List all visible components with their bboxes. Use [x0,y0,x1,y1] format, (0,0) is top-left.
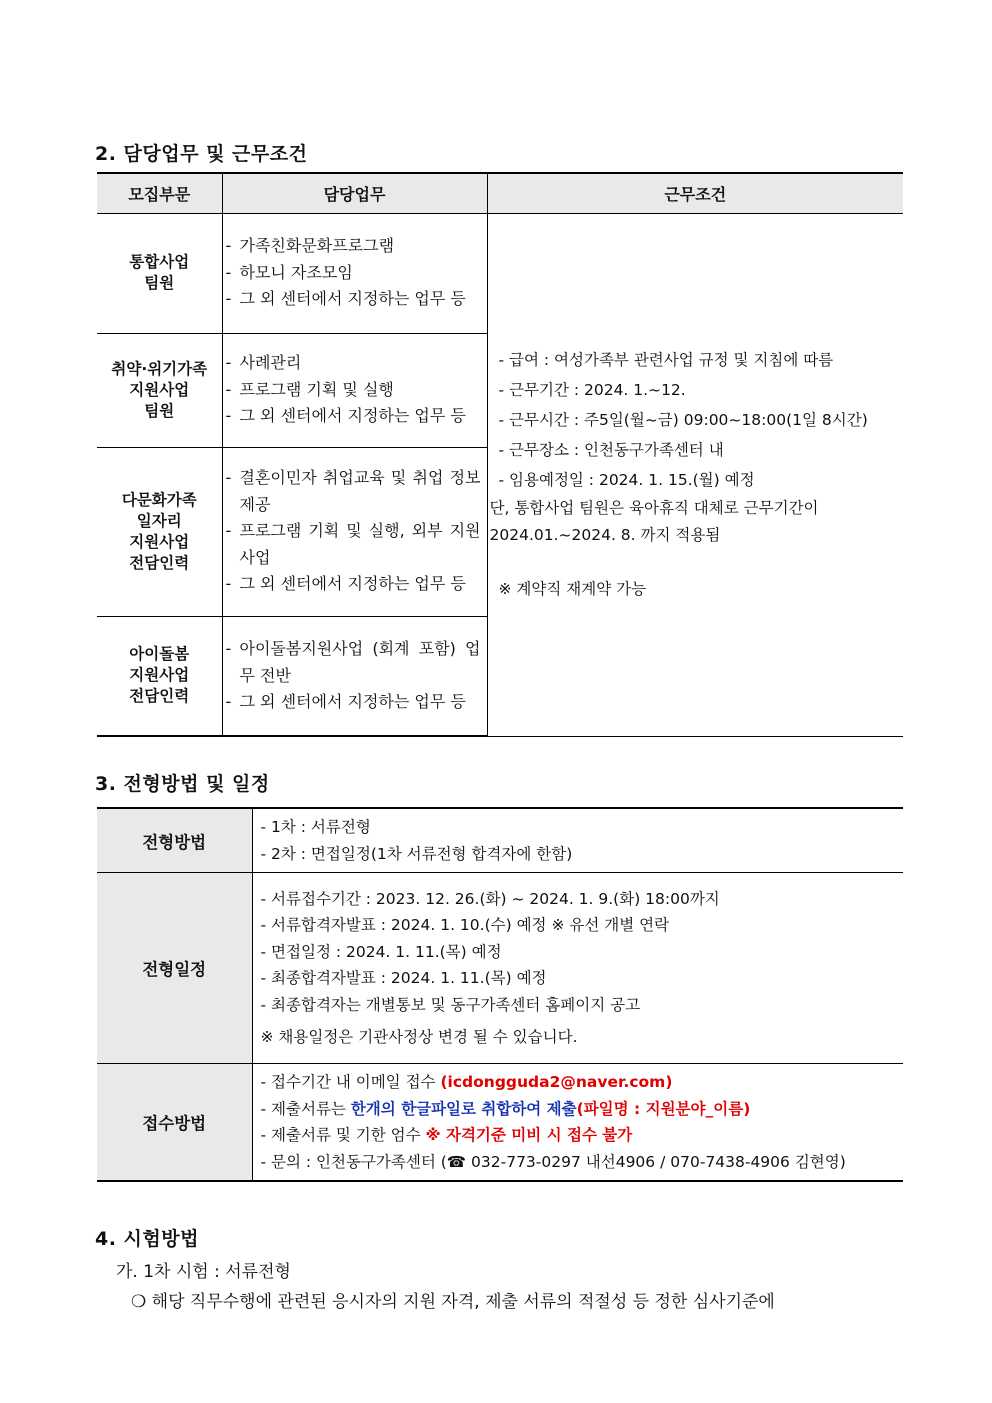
submit-line-deadline: - 제출서류 및 기한 엄수 ※ 자격기준 미비 시 접수 불가 [260,1126,633,1144]
submit-line-documents: - 제출서류는 한개의 한글파일로 취합하여 제출(파일명 : 지원분야_이름) [260,1099,751,1118]
exam-criteria-bullet: ❍ 해당 직무수행에 관련된 응시자의 지원 자격, 제출 서류의 적절성 등 정한 심사기준에 [131,1292,775,1312]
header-duties: 담당업무 [222,173,487,213]
category-cell: 아이돌봄 지원사업 전담인력 [97,616,222,736]
duties-cell [222,213,487,333]
list-item: - 결혼이민자 취업교육 및 취업 정보 제공 [225,468,481,514]
category-cell: 다문화가족 일자리 지원사업 전담인력 [97,447,222,616]
condition-salary: - 급여 : 여성가족부 관련사업 규정 및 지침에 따름 [498,351,834,369]
schedule-line: - 서류접수기간 : 2023. 12. 26.(화) ~ 2024. 1. 9.(화) 18:00까지 [260,889,720,908]
category-cell: 취약·위기가족 지원사업 팀원 [97,333,222,447]
condition-hours: - 근무시간 : 주5일(월~금) 09:00~18:00(1일 8시간) [498,411,868,429]
condition-location: - 근무장소 : 인천동구가족센터 내 [498,441,724,459]
selection-schedule-table [97,807,903,1182]
list-item: - 사례관리 [225,353,302,373]
header-category: 모집부문 [97,173,222,213]
method-line: - 2차 : 면접일정(1차 서류전형 합격자에 한함) [260,844,573,863]
section4-title: 4. 시험방법 [95,1228,199,1250]
list-item: - 그 외 센터에서 지정하는 업무 등 [225,692,466,711]
duty-conditions-table [97,172,903,737]
schedule-note: ※ 채용일정은 기관사정상 변경 될 수 있습니다. [260,1028,578,1046]
duties-cell [222,333,487,447]
list-item: - 가족친화문화프로그램 [225,236,395,256]
schedule-line: - 최종합격자는 개별통보 및 동구가족센터 홈페이지 공고 [260,995,641,1014]
condition-start-date: - 임용예정일 : 2024. 1. 15.(월) 예정 [498,471,755,489]
schedule-line: - 최종합격자발표 : 2024. 1. 11.(목) 예정 [260,969,547,987]
duties-cell [222,447,487,616]
conditions-cell [487,213,903,736]
submit-label: 접수방법 [97,1064,252,1182]
schedule-label: 전형일정 [97,873,252,1064]
duties-cell [222,616,487,736]
category-cell: 통합사업 팀원 [97,213,222,333]
section2-title: 2. 담당업무 및 근무조건 [95,143,308,165]
list-item: - 아이돌봄지원사업 (회계 포함) 업무 전반 [225,639,481,685]
method-label: 전형방법 [97,808,252,873]
list-item: - 프로그램 기획 및 실행 [225,379,394,399]
header-conditions: 근무조건 [487,173,903,213]
condition-period: - 근무기간 : 2024. 1.~12. [498,381,686,399]
condition-note: 단, 통합사업 팀원은 육아휴직 대체로 근무기간이 2024.01.~2024. 8. 까지 적용됨 [489,499,819,544]
submit-line-email: - 접수기간 내 이메일 접수 (icdongguda2@naver.com) [260,1073,673,1091]
list-item: - 프로그램 기획 및 실행, 외부 지원 사업 [225,521,481,567]
submit-line-contact: - 문의 : 인천동구가족센터 (☎ 032-773-0297 내선4906 / 070-7438-4906 김현영) [260,1152,846,1171]
submit-body [252,1064,903,1182]
schedule-line: - 면접일정 : 2024. 1. 11.(목) 예정 [260,942,502,961]
method-line: - 1차 : 서류전형 [260,818,371,836]
condition-renewal: ※ 계약직 재계약 가능 [498,580,647,598]
schedule-body [252,873,903,1064]
list-item: - 그 외 센터에서 지정하는 업무 등 [225,289,466,309]
section3-title: 3. 전형방법 및 일정 [95,773,270,795]
list-item: - 그 외 센터에서 지정하는 업무 등 [225,574,466,594]
list-item: - 그 외 센터에서 지정하는 업무 등 [225,406,466,426]
method-body [252,808,903,873]
list-item: - 하모니 자조모임 [225,262,353,282]
schedule-line: - 서류합격자발표 : 2024. 1. 10.(수) 예정 ※ 유선 개별 연락 [260,916,670,934]
email-link[interactable]: (icdongguda2@naver.com) [440,1073,673,1091]
exam-first-stage: 가. 1차 시험 : 서류전형 [116,1262,291,1282]
